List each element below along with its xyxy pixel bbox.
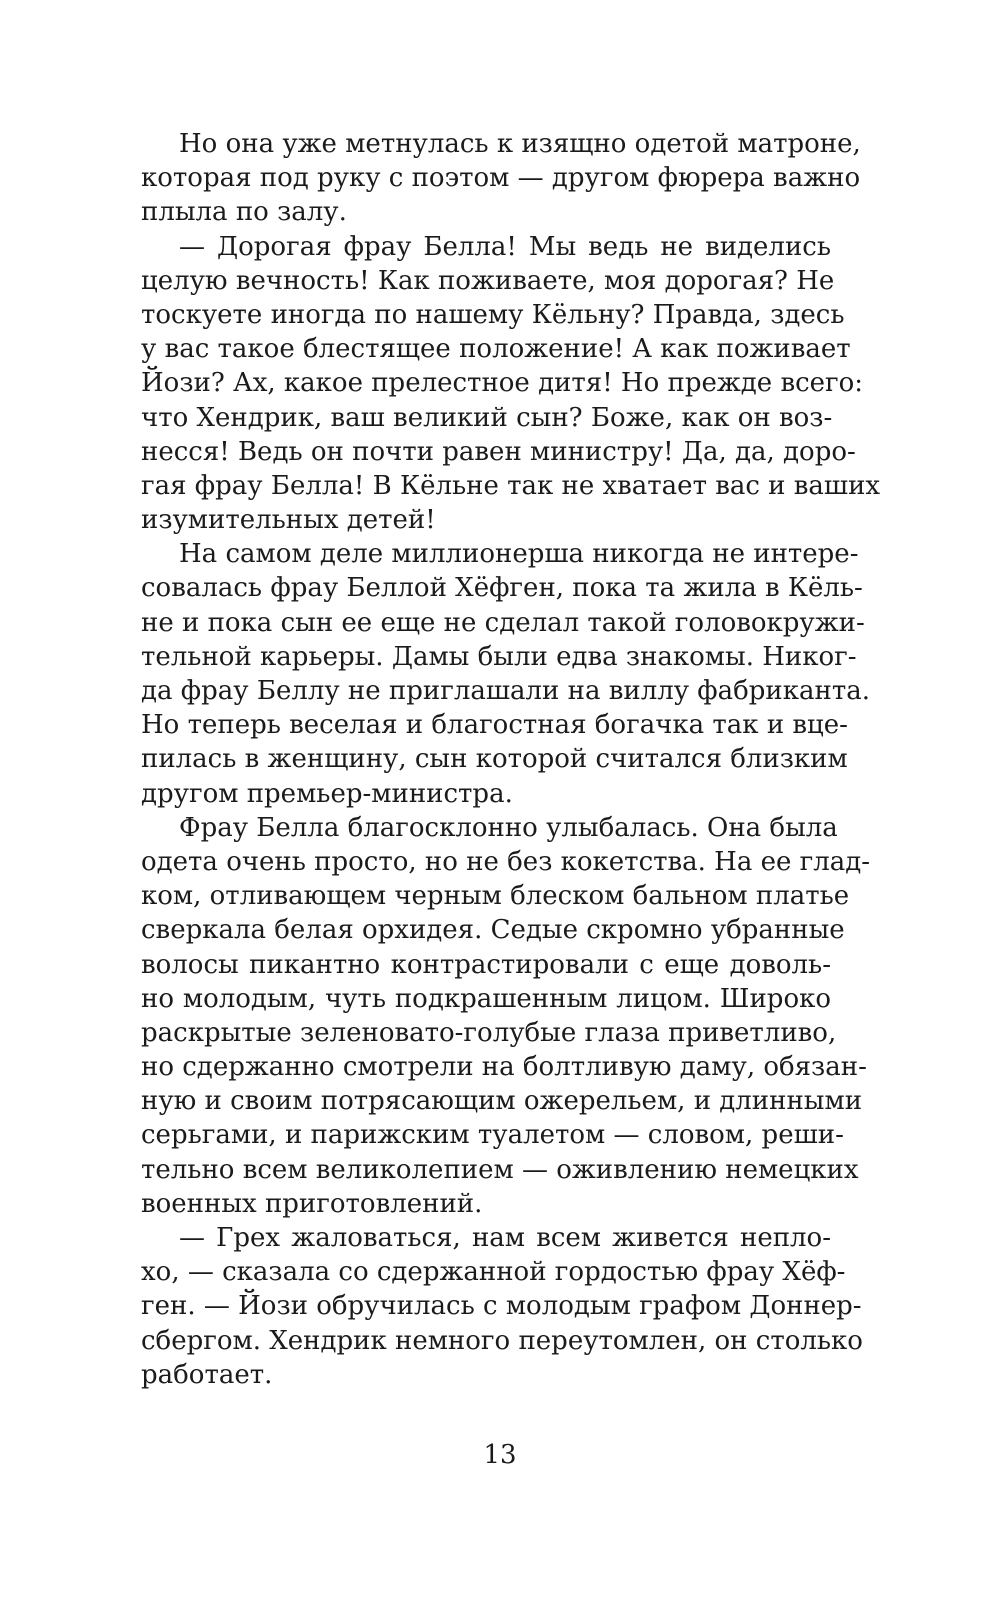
text-line: плыла по залу. bbox=[141, 197, 347, 228]
text-line: раскрытые зеленовато-голубые глаза приветливо, bbox=[141, 1017, 837, 1048]
text-line: но молодым, чуть подкрашенным лицом. Широко bbox=[141, 983, 831, 1014]
text-line: пилась в женщину, сын которой считался близким bbox=[141, 744, 848, 775]
text-line: ком, отливающем черным блеском бальном платье bbox=[141, 881, 850, 912]
paragraph bbox=[141, 811, 871, 1221]
text-line: у вас такое блестящее положение! А как поживает bbox=[141, 334, 851, 365]
text-line: сверкала белая орхидея. Седые скромно убранные bbox=[141, 915, 845, 946]
text-line: Но теперь веселая и благостная богачка так и вце- bbox=[141, 710, 848, 741]
paragraph bbox=[141, 1221, 863, 1392]
text-line: целую вечность! Как поживаете, моя дорогая? Не bbox=[141, 265, 835, 296]
text-line: военных приготовлений. bbox=[141, 1188, 483, 1219]
text-line: ген. — Йози обручилась с молодым графом Доннер- bbox=[141, 1291, 862, 1322]
text-line: На самом деле миллионерша никогда не интере- bbox=[179, 539, 859, 570]
text-line: одета очень просто, но не без кокетства. На ее глад- bbox=[141, 846, 871, 877]
text-line: изумительных детей! bbox=[141, 505, 436, 536]
text-line: гая фрау Белла! В Кёльне так не хватает вас и ваших bbox=[141, 470, 881, 501]
text-line: тоскуете иногда по нашему Кёльну? Правда, здесь bbox=[141, 299, 845, 330]
text-line: но сдержанно смотрели на болтливую даму, обязан- bbox=[141, 1052, 867, 1083]
text-line: — Дорогая фрау Белла! Мы ведь не виделись bbox=[179, 231, 831, 262]
text-line: работает. bbox=[141, 1359, 273, 1390]
page-number: 13 bbox=[483, 1440, 517, 1470]
text-line: Йози? Ах, какое прелестное дитя! Но прежде всего: bbox=[141, 368, 864, 399]
text-line: несся! Ведь он почти равен министру! Да, да, доро- bbox=[141, 436, 856, 467]
text-line: серьгами, и парижским туалетом — словом, реши- bbox=[141, 1120, 844, 1151]
text-line: волосы пикантно контрастировали с еще доволь- bbox=[141, 949, 831, 980]
text-line: сбергом. Хендрик немного переутомлен, он столько bbox=[141, 1325, 863, 1356]
text-line: другом премьер-министра. bbox=[141, 778, 513, 809]
text-line: — Грех жаловаться, нам всем живется непло- bbox=[179, 1223, 831, 1253]
text-line: Но она уже метнулась к изящно одетой матроне, bbox=[179, 129, 861, 159]
paragraph bbox=[141, 537, 870, 811]
body-text bbox=[141, 127, 881, 1392]
text-line: Фрау Белла благосклонно улыбалась. Она была bbox=[179, 812, 838, 843]
text-line: которая под руку с поэтом — другом фюрера важно bbox=[141, 163, 861, 194]
text-line: тельной карьеры. Дамы были едва знакомы. Никог- bbox=[141, 641, 857, 672]
text-line: совалась фрау Беллой Хёфген, пока та жила в Кёль- bbox=[141, 573, 863, 604]
text-line: тельно всем великолепием — оживлению немецких bbox=[141, 1154, 859, 1185]
text-line: да фрау Беллу не приглашали на виллу фабриканта. bbox=[141, 676, 870, 706]
text-line: хо, — сказала со сдержанной гордостью фрау Хёф- bbox=[141, 1257, 846, 1288]
text-line: что Хендрик, ваш великий сын? Боже, как он воз- bbox=[141, 402, 833, 433]
paragraph bbox=[141, 230, 881, 538]
text-line: не и пока сын ее еще не сделал такой головокружи- bbox=[141, 607, 865, 638]
text-line: ную и своим потрясающим ожерельем, и длинными bbox=[141, 1086, 863, 1117]
paragraph bbox=[141, 127, 861, 230]
